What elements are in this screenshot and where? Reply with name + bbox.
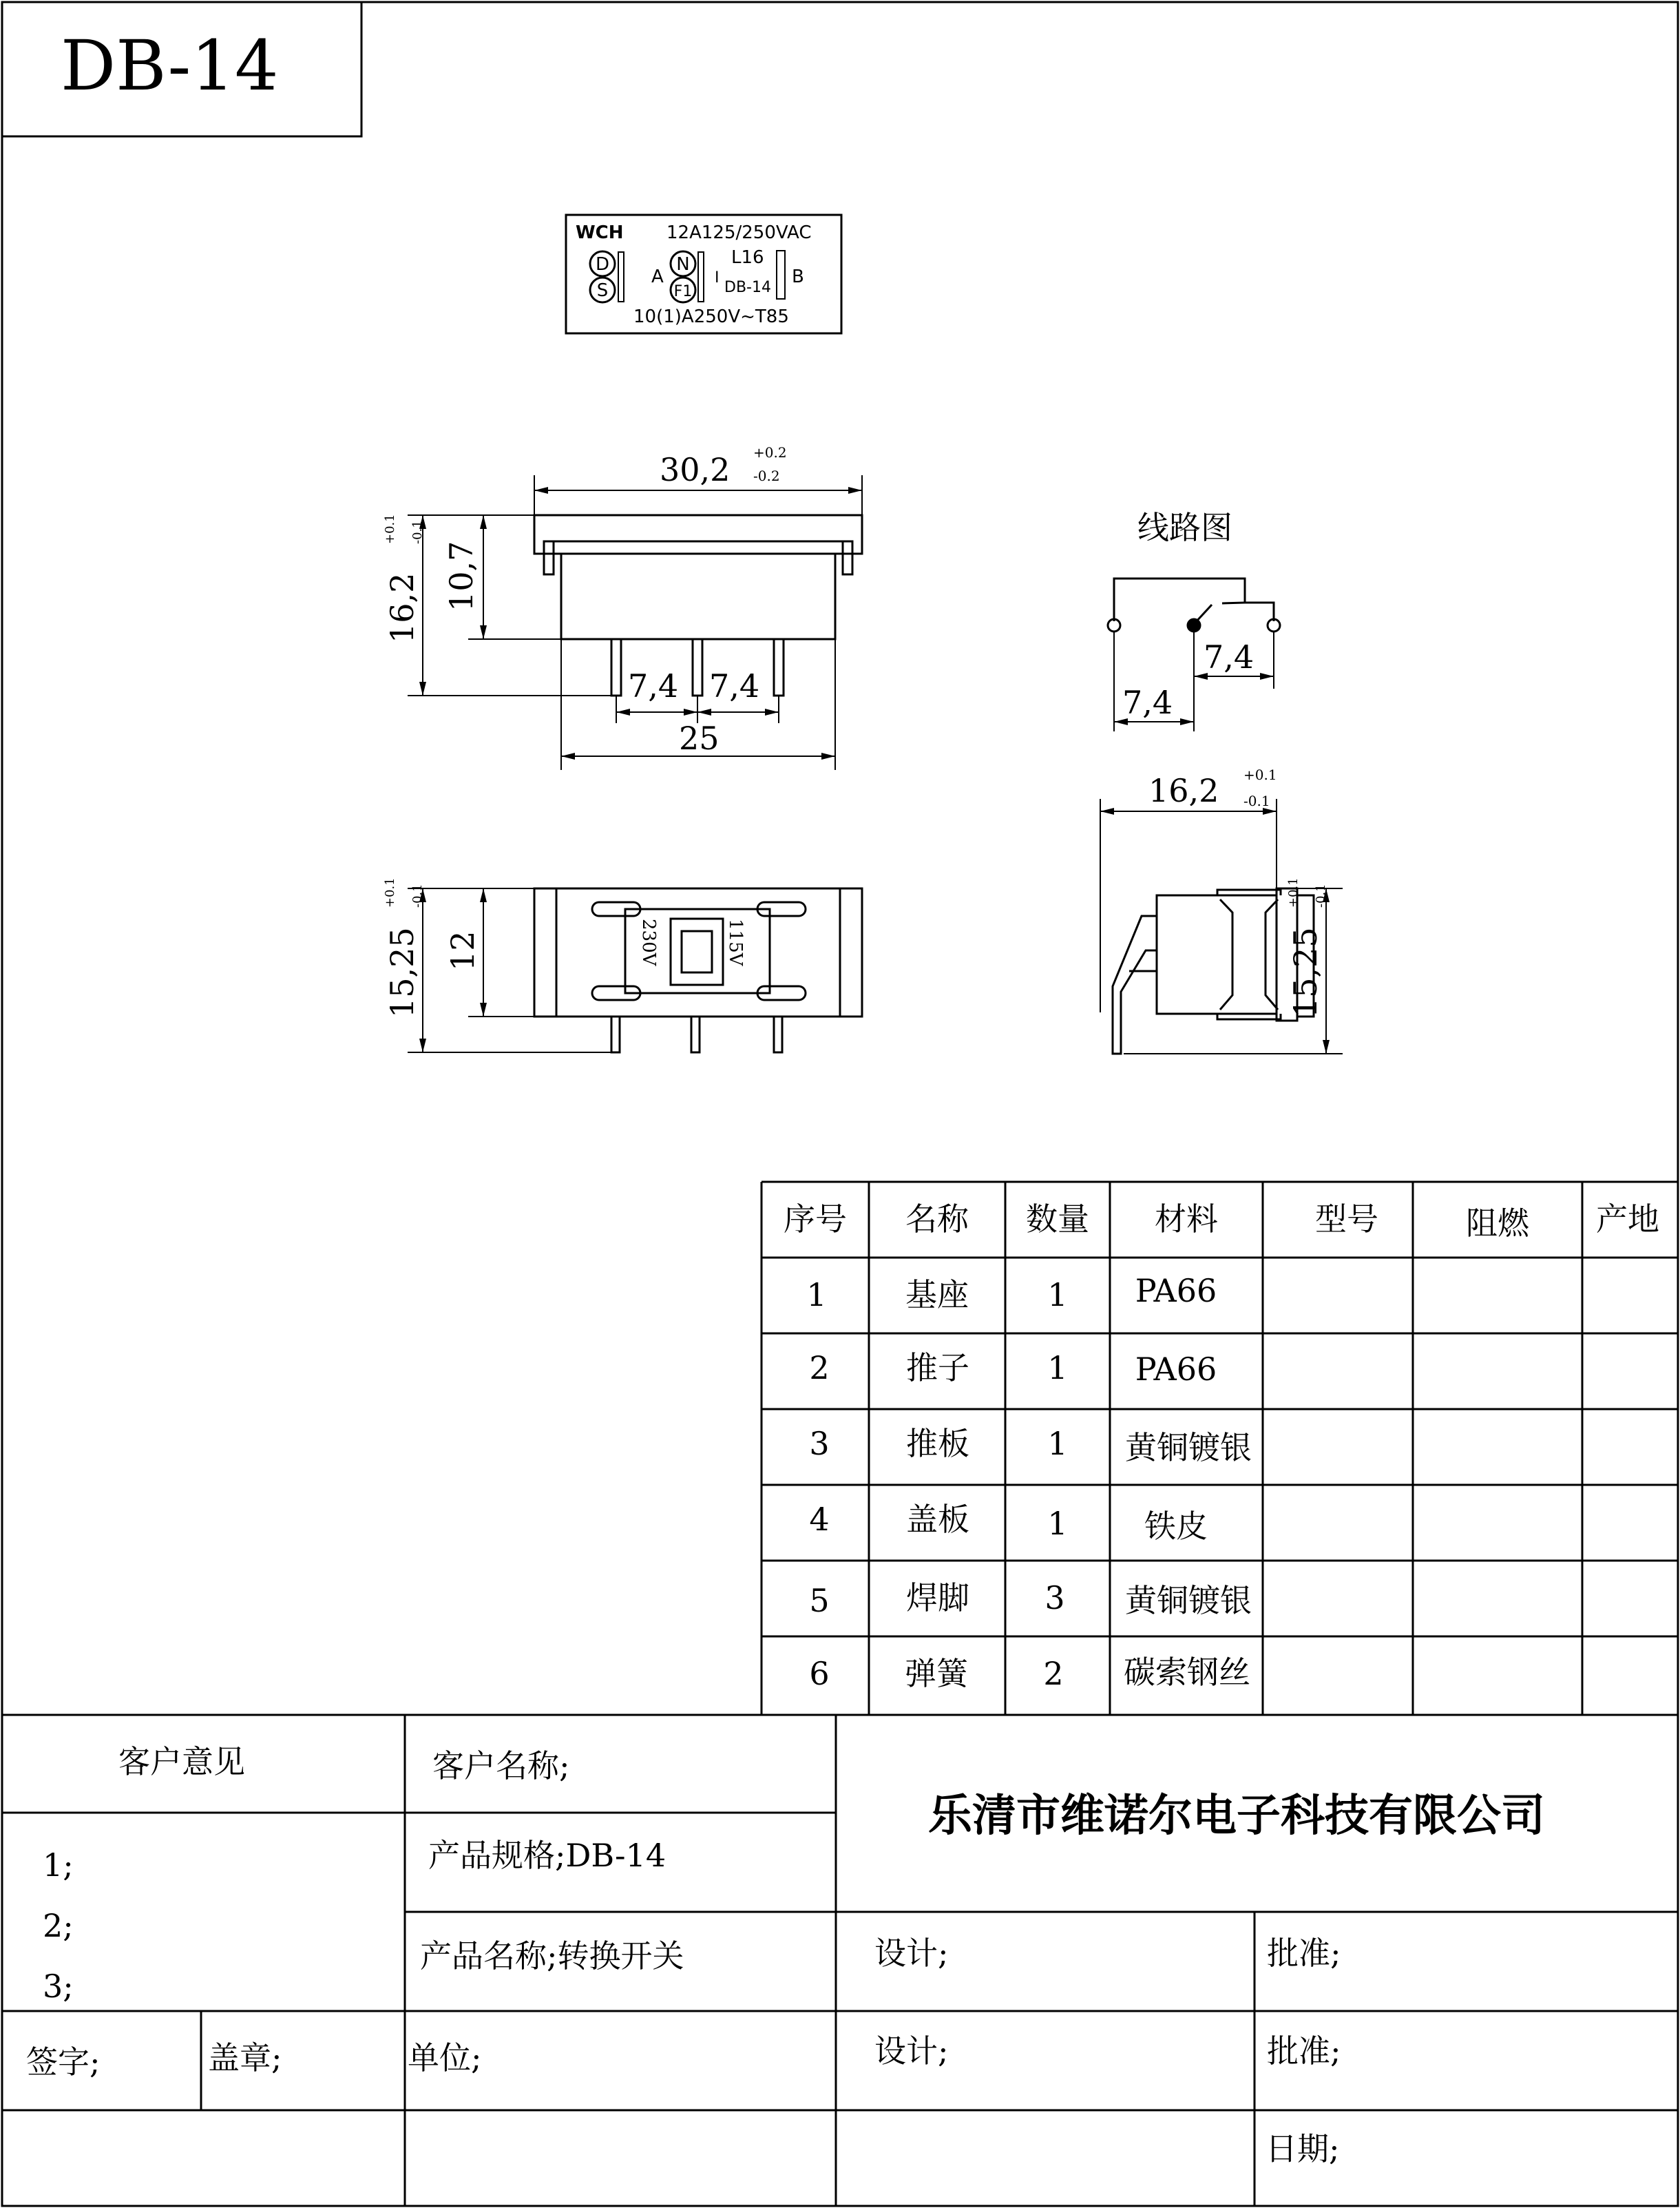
date-label: 日期; — [1266, 2130, 1340, 2167]
circuit-diagram — [1108, 509, 1280, 731]
title-block-text — [26, 1743, 1545, 2167]
label-letter-b: B — [792, 267, 804, 287]
bom-cell: 1 — [1047, 1276, 1068, 1313]
bom-header-material: 材料 — [1155, 1200, 1218, 1238]
title-box — [2, 2, 361, 136]
drawing-title: DB-14 — [61, 25, 279, 106]
opinion-item-1: 1; — [43, 1846, 74, 1884]
bom-cell: 5 — [809, 1582, 830, 1619]
side-width-tol-plus: +0.1 — [1243, 767, 1277, 783]
bottom-height-tol-plus: +0.1 — [383, 877, 397, 908]
customer-name: 客户名称; — [432, 1747, 570, 1784]
bom-header-qty: 数量 — [1026, 1200, 1089, 1238]
bom-cell: 弹簧 — [905, 1655, 968, 1692]
customer-opinion: 客户意见 — [118, 1743, 245, 1780]
bom-cell: 铁皮 — [1144, 1508, 1208, 1545]
nameplate-label — [566, 215, 841, 333]
front-view-dimensions — [408, 475, 862, 770]
bom-header-origin: 产地 — [1596, 1200, 1659, 1238]
bom-cell: 盖板 — [906, 1501, 969, 1538]
design-label-1: 设计; — [874, 1935, 949, 1972]
bom-text — [784, 1200, 1659, 1692]
front-view — [534, 515, 862, 696]
label-circle-d: D — [595, 254, 610, 275]
terminal-common-icon — [1188, 619, 1200, 632]
front-width-tol-minus: -0.2 — [753, 468, 780, 484]
side-height-tol-plus: +0.1 — [1286, 877, 1301, 908]
bottom-height-tol-minus: -0.1 — [410, 884, 425, 908]
bom-cell: 6 — [809, 1655, 830, 1692]
bom-cell: PA66 — [1135, 1351, 1217, 1388]
bottom-label-115: 115V — [725, 919, 746, 966]
label-model: DB-14 — [724, 279, 771, 296]
bom-cell: 3 — [809, 1425, 830, 1462]
bottom-view-dim-text — [383, 877, 746, 1018]
bom-cell: 3 — [1044, 1579, 1065, 1616]
bom-cell: 1 — [806, 1276, 827, 1313]
bom-cell: 焊脚 — [906, 1579, 969, 1616]
unit-label: 单位; — [408, 2039, 482, 2076]
label-rating-bottom: 10(1)A250V~T85 — [633, 306, 789, 327]
bom-cell: PA66 — [1135, 1272, 1217, 1309]
side-width-dim: 16,2 — [1148, 772, 1219, 809]
bom-header-index: 序号 — [784, 1200, 847, 1238]
product-name: 产品名称;转换开关 — [420, 1937, 684, 1975]
front-height-tol-minus: -0.1 — [410, 520, 425, 544]
bottom-view-dimensions — [408, 888, 611, 1052]
opinion-item-2: 2; — [43, 1907, 74, 1944]
bom-cell: 黄铜镀银 — [1125, 1582, 1252, 1619]
label-rating-top: 12A125/250VAC — [666, 222, 812, 243]
side-height-dim: 15,25 — [1287, 927, 1324, 1018]
label-letter-i: I — [715, 269, 720, 287]
side-view-dim-text — [1148, 767, 1328, 1018]
front-pitch-right: 7,4 — [709, 667, 760, 705]
front-view-dim-text — [383, 444, 787, 757]
side-width-tol-minus: -0.1 — [1243, 793, 1270, 809]
bottom-inner-dim: 12 — [444, 930, 481, 971]
front-width-dim: 30,2 — [660, 451, 731, 488]
bom-cell: 1 — [1047, 1349, 1068, 1386]
bom-cell: 推子 — [906, 1349, 969, 1386]
front-pitch-left: 7,4 — [628, 667, 679, 705]
label-brand: WCH — [576, 222, 624, 243]
label-l16: L16 — [731, 247, 764, 268]
bom-cell: 推板 — [906, 1425, 969, 1462]
product-spec: 产品规格;DB-14 — [428, 1837, 666, 1874]
approve-label-2: 批准; — [1267, 2032, 1341, 2070]
front-height-tol-plus: +0.1 — [383, 514, 397, 544]
front-height-dim: 16,2 — [384, 572, 421, 643]
bottom-view — [534, 888, 862, 1052]
bom-cell: 碳索钢丝 — [1124, 1654, 1250, 1691]
label-circle-s: S — [596, 280, 609, 301]
label-circle-n: N — [676, 254, 690, 275]
circuit-pitch-right: 7,4 — [1204, 638, 1254, 676]
bom-cell: 黄铜镀银 — [1125, 1429, 1252, 1466]
approve-label-1: 批准; — [1267, 1935, 1341, 1972]
opinion-item-3: 3; — [43, 1968, 74, 2005]
bottom-label-230: 230V — [638, 919, 659, 966]
title-block — [2, 1715, 1678, 2206]
bom-cell: 1 — [1047, 1505, 1068, 1542]
front-width-tol-plus: +0.2 — [753, 444, 787, 461]
company-name: 乐清市维诺尔电子科技有限公司 — [928, 1791, 1545, 1842]
bom-cell: 2 — [809, 1349, 830, 1386]
design-label-2: 设计; — [874, 2032, 949, 2070]
front-base-width: 25 — [679, 720, 720, 757]
bom-cell: 2 — [1043, 1655, 1064, 1692]
bom-header-flame: 阻燃 — [1466, 1205, 1529, 1242]
seal-label: 盖章; — [208, 2039, 282, 2076]
bom-cell: 基座 — [905, 1276, 969, 1313]
bom-cell: 1 — [1047, 1425, 1068, 1462]
sign-label: 签字; — [26, 2043, 101, 2081]
circuit-title: 线路图 — [1137, 509, 1232, 546]
bom-header-model: 型号 — [1315, 1200, 1378, 1238]
circuit-pitch-left: 7,4 — [1122, 684, 1173, 721]
bom-cell: 4 — [809, 1501, 830, 1538]
bom-header-name: 名称 — [905, 1200, 969, 1238]
bottom-height-dim: 15,25 — [384, 927, 421, 1018]
front-body-height-dim: 10,7 — [443, 541, 480, 612]
label-circle-f1: F1 — [673, 283, 693, 300]
side-view — [1113, 888, 1314, 1054]
label-letter-a: A — [651, 267, 664, 287]
side-height-tol-minus: -0.1 — [1314, 884, 1328, 908]
